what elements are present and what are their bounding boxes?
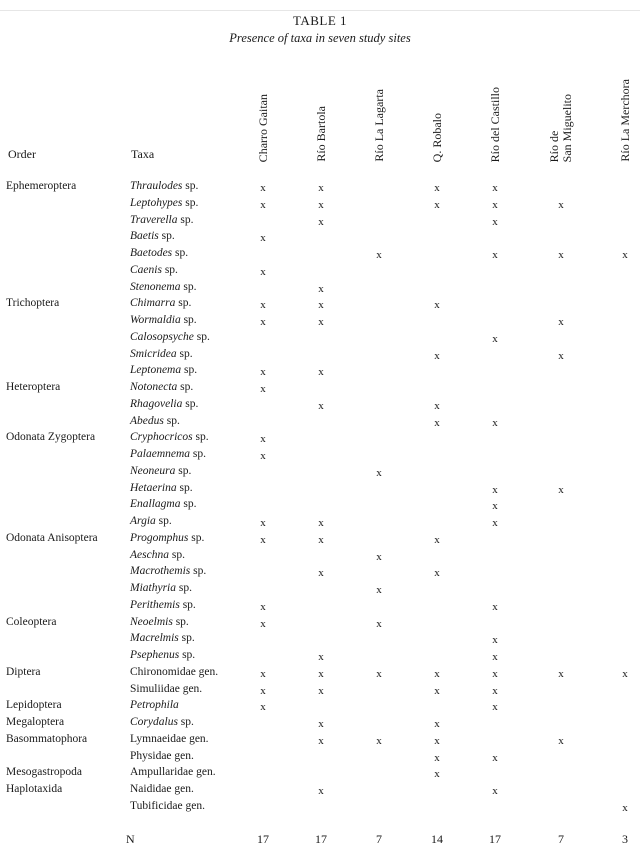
presence-mark: x [434, 299, 440, 312]
taxon-genus: Naididae gen. [130, 783, 194, 795]
taxon-cell [130, 381, 193, 393]
presence-mark: x [260, 600, 266, 613]
taxon-cell [130, 448, 206, 460]
site-header-label: Río La Lagarta [371, 89, 386, 162]
presence-mark: x [492, 416, 498, 429]
presence-mark: x [492, 483, 498, 496]
presence-mark: x [434, 399, 440, 412]
taxon-genus: Neoelmis [130, 615, 173, 628]
taxon-suffix: sp. [161, 263, 178, 276]
presence-mark: x [492, 785, 498, 797]
taxon-genus: Petrophila [130, 699, 179, 712]
presence-mark: x [434, 533, 440, 546]
table-row [0, 498, 640, 515]
table-row [0, 448, 640, 465]
presence-mark: x [558, 349, 564, 362]
taxon-suffix: sp. [176, 582, 192, 594]
total-count: 3 [622, 832, 628, 846]
taxon-suffix: sp. [182, 180, 199, 192]
taxon-suffix: sp. [177, 213, 194, 226]
presence-mark: x [434, 349, 440, 362]
presence-mark: x [434, 684, 440, 697]
taxon-genus: Baetodes [130, 247, 173, 259]
order-cell: Heteroptera [6, 381, 61, 393]
table-row [0, 348, 640, 365]
table-row [0, 750, 640, 767]
table-title: TABLE 1 [292, 13, 348, 28]
taxon-genus: Chimarra [130, 297, 176, 310]
table-row [0, 381, 640, 398]
presence-mark: x [318, 651, 324, 663]
taxon-genus: Psephenus [130, 649, 180, 661]
presence-mark: x [492, 500, 498, 513]
order-cell: Basommatophora [6, 732, 88, 745]
taxon-genus: Neoneura [130, 464, 176, 477]
presence-mark: x [318, 718, 324, 730]
table-row [0, 214, 640, 231]
taxon-suffix: sp. [182, 196, 199, 209]
presence-mark: x [260, 701, 266, 714]
table-row [0, 180, 640, 197]
presence-mark: x [260, 265, 266, 278]
taxon-cell [130, 498, 196, 510]
presence-mark: x [558, 249, 564, 261]
presence-mark: x [558, 483, 564, 496]
presence-mark: x [558, 734, 564, 747]
taxon-suffix: sp. [180, 498, 197, 511]
table-row [0, 599, 640, 616]
total-count: 17 [489, 832, 501, 846]
presence-mark: x [260, 366, 266, 379]
table-row [0, 766, 640, 783]
taxon-suffix: sp. [155, 515, 172, 527]
taxon-genus: Caenis [130, 263, 162, 276]
taxon-genus: Wormaldia [130, 314, 181, 326]
presence-mark: x [492, 600, 498, 613]
presence-mark: x [492, 751, 498, 764]
taxon-cell [130, 649, 195, 661]
presence-mark: x [492, 198, 498, 211]
presence-mark: x [376, 466, 382, 479]
taxa-column-header: Taxa [131, 147, 155, 161]
total-count: 7 [376, 832, 382, 846]
taxon-suffix: sp. [172, 615, 189, 628]
taxon-cell [130, 733, 209, 745]
taxon-genus: Hetaerina [130, 481, 177, 494]
table-row [0, 716, 640, 733]
site-header-label: Charro Gaitan [255, 93, 270, 162]
taxon-genus: Leptonema [130, 364, 182, 377]
presence-mark: x [434, 198, 440, 211]
presence-mark: x [260, 533, 266, 546]
table-row [0, 582, 640, 599]
presence-mark: x [492, 684, 498, 697]
taxon-suffix: sp. [163, 414, 180, 427]
site-header-label: Q. Robalo [429, 112, 444, 162]
order-cell: Diptera [6, 665, 41, 678]
presence-mark: x [376, 550, 382, 563]
presence-mark: x [622, 667, 628, 680]
taxon-cell [130, 398, 198, 410]
table-row [0, 733, 640, 750]
presence-mark: x [260, 383, 266, 395]
taxon-cell [130, 683, 202, 695]
taxon-genus: Smicridea [130, 347, 177, 360]
site-header-label: Río Bartola [313, 106, 328, 162]
taxon-cell [130, 247, 188, 259]
presence-mark: x [318, 282, 324, 295]
table-row [0, 281, 640, 298]
taxon-cell [130, 364, 197, 376]
presence-mark: x [318, 785, 324, 797]
site-header [369, 52, 389, 162]
taxon-genus: Stenonema [130, 280, 181, 293]
top-rule [0, 10, 640, 11]
table-row [0, 415, 640, 432]
taxon-genus: Ampullaridae gen. [130, 766, 216, 779]
taxon-cell [130, 599, 196, 611]
taxon-suffix: sp. [172, 247, 189, 259]
table-row [0, 364, 640, 381]
table-row [0, 197, 640, 214]
taxon-cell [130, 565, 206, 577]
order-cell: Megaloptera [6, 716, 65, 728]
taxon-cell [130, 230, 175, 242]
presence-mark: x [318, 517, 324, 529]
presence-mark: x [622, 801, 628, 814]
taxon-suffix: sp. [182, 397, 199, 410]
site-header-label: Río La Merchora [617, 79, 632, 162]
taxon-cell [130, 532, 204, 544]
taxon-genus: Simuliidae gen. [130, 682, 203, 695]
presence-mark: x [318, 182, 324, 194]
presence-mark: x [558, 198, 564, 211]
presence-mark: x [260, 450, 266, 462]
table-row [0, 666, 640, 683]
taxon-cell [130, 582, 192, 594]
presence-mark: x [376, 734, 382, 747]
taxon-suffix: sp. [190, 565, 207, 578]
presence-mark: x [376, 667, 382, 680]
presence-mark: x [318, 734, 324, 747]
taxon-genus: Macrelmis [130, 632, 179, 645]
taxon-suffix: sp. [175, 464, 192, 477]
table-row [0, 331, 640, 348]
presence-mark: x [492, 651, 498, 663]
taxon-genus: Baetis [130, 230, 159, 243]
taxon-cell [130, 264, 178, 276]
taxon-genus: Argia [130, 515, 156, 527]
table-row [0, 482, 640, 499]
order-cell: Trichoptera [6, 297, 60, 310]
presence-mark: x [318, 316, 324, 328]
table-row [0, 398, 640, 415]
presence-mark: x [318, 215, 324, 228]
taxon-cell [130, 348, 193, 360]
taxon-genus: Miathyria [130, 582, 176, 594]
taxon-suffix: sp. [180, 314, 197, 326]
presence-mark: x [260, 232, 266, 245]
totals-label: N [126, 832, 135, 846]
presence-mark: x [260, 684, 266, 697]
taxon-genus: Notonecta [130, 381, 178, 393]
presence-mark: x [376, 249, 382, 261]
presence-mark: x [318, 533, 324, 546]
order-cell: Odonata Zygoptera [6, 431, 96, 444]
table-row [0, 632, 640, 649]
table-row [0, 532, 640, 549]
presence-mark: x [492, 634, 498, 647]
taxon-suffix: sp. [192, 431, 209, 444]
taxon-genus: Perithemis [130, 598, 180, 611]
presence-mark: x [260, 667, 266, 680]
presence-mark: x [492, 701, 498, 714]
taxon-genus: Lymnaeidae gen. [130, 732, 209, 745]
order-cell: Mesogastropoda [6, 766, 83, 779]
taxon-suffix: sp. [175, 297, 192, 310]
presence-mark: x [492, 332, 498, 345]
table-row [0, 264, 640, 281]
presence-mark: x [434, 182, 440, 194]
site-header-label: Río de San Miguelito [547, 93, 574, 162]
taxon-genus: Chironomidae gen. [130, 665, 219, 678]
order-column-header: Order [8, 147, 36, 161]
taxon-suffix: sp. [177, 381, 194, 393]
table-row [0, 565, 640, 582]
taxon-genus: Cryphocricos [130, 431, 193, 444]
presence-mark: x [318, 299, 324, 312]
presence-mark: x [434, 567, 440, 580]
taxon-suffix: sp. [190, 448, 207, 460]
site-header [253, 52, 273, 162]
taxon-cell [130, 297, 191, 309]
taxon-cell [130, 783, 194, 795]
presence-mark: x [434, 667, 440, 680]
taxon-genus: Thraulodes [130, 180, 183, 192]
presence-mark: x [558, 316, 564, 328]
taxon-suffix: sp. [179, 649, 196, 661]
order-cell: Odonata Anisoptera [6, 531, 98, 544]
taxon-cell [130, 281, 196, 293]
presence-mark: x [260, 517, 266, 529]
presence-mark: x [434, 768, 440, 781]
taxon-suffix: sp. [158, 230, 175, 243]
presence-mark: x [434, 416, 440, 429]
taxon-genus: Leptohypes [130, 196, 183, 209]
presence-mark: x [260, 198, 266, 211]
taxon-cell [130, 666, 218, 678]
presence-mark: x [318, 366, 324, 379]
table-row [0, 783, 640, 800]
taxon-cell [130, 515, 172, 527]
table-row [0, 549, 640, 566]
site-header [311, 52, 331, 162]
presence-mark: x [318, 399, 324, 412]
presence-mark: x [622, 249, 628, 261]
presence-mark: x [260, 433, 266, 446]
taxon-genus: Progomphus [130, 531, 189, 544]
taxon-suffix: sp. [178, 632, 195, 645]
taxon-suffix: sp. [176, 481, 193, 494]
presence-mark: x [492, 517, 498, 529]
table-row [0, 699, 640, 716]
presence-mark: x [260, 316, 266, 328]
taxon-cell [130, 616, 189, 628]
presence-mark: x [318, 198, 324, 211]
presence-mark: x [558, 667, 564, 680]
taxon-genus: Abedus [130, 414, 164, 427]
table-row [0, 465, 640, 482]
taxon-genus: Tubificidae gen. [130, 799, 205, 812]
presence-mark: x [434, 751, 440, 764]
presence-mark: x [318, 567, 324, 580]
order-cell: Ephemeroptera [6, 180, 77, 192]
table-row [0, 515, 640, 532]
taxon-cell [130, 800, 205, 812]
site-header-label: Río del Castillo [487, 86, 502, 162]
taxon-suffix: sp. [176, 347, 193, 360]
taxon-cell [130, 197, 198, 209]
taxon-genus: Enallagma [130, 498, 181, 511]
table-subtitle: Presence of taxa in seven study sites [229, 31, 411, 45]
presence-mark: x [492, 667, 498, 680]
table-row [0, 800, 640, 817]
table-row [0, 649, 640, 666]
table-row [0, 616, 640, 633]
taxon-cell [130, 750, 194, 762]
taxon-cell [130, 431, 209, 443]
presence-mark: x [492, 215, 498, 228]
taxon-suffix: sp. [168, 548, 185, 561]
taxon-cell [130, 766, 216, 778]
site-header [427, 52, 447, 162]
site-header [485, 52, 505, 162]
taxon-cell [130, 415, 180, 427]
site-header [547, 52, 574, 162]
presence-mark: x [376, 617, 382, 630]
presence-mark: x [492, 249, 498, 261]
total-count: 7 [558, 832, 564, 846]
presence-mark: x [318, 684, 324, 697]
taxon-genus: Rhagovelia [130, 397, 183, 410]
presence-mark: x [260, 299, 266, 312]
total-count: 14 [431, 832, 443, 846]
table-row [0, 247, 640, 264]
taxon-cell [130, 180, 198, 192]
table-row [0, 297, 640, 314]
total-count: 17 [257, 832, 269, 846]
taxon-genus: Physidae gen. [130, 749, 194, 762]
taxon-suffix: sp. [179, 598, 196, 611]
order-cell: Lepidoptera [6, 699, 62, 712]
table-row [0, 314, 640, 331]
taxon-suffix: sp. [177, 716, 194, 728]
taxon-genus: Macrothemis [130, 565, 191, 578]
taxon-genus: Aeschna [130, 548, 169, 561]
order-cell: Coleoptera [6, 615, 57, 628]
taxon-suffix: sp. [193, 330, 210, 343]
taxon-cell [130, 699, 179, 711]
taxon-cell [130, 331, 210, 343]
taxon-cell [130, 482, 193, 494]
taxon-genus: Corydalus [130, 716, 178, 728]
taxon-genus: Calosopsyche [130, 330, 194, 343]
taxon-genus: Palaemnema [130, 448, 191, 460]
site-header [615, 52, 635, 162]
taxon-cell [130, 214, 193, 226]
table-row [0, 230, 640, 247]
taxon-cell [130, 314, 197, 326]
presence-mark: x [434, 734, 440, 747]
taxon-suffix: sp. [180, 280, 197, 293]
taxon-cell [130, 465, 191, 477]
table-row [0, 431, 640, 448]
taxon-suffix: sp. [188, 531, 205, 544]
presence-mark: x [376, 584, 382, 596]
total-count: 17 [315, 832, 327, 846]
taxon-cell [130, 632, 195, 644]
presence-mark: x [260, 182, 266, 194]
taxon-cell [130, 549, 185, 561]
taxon-cell [130, 716, 194, 728]
presence-mark: x [318, 667, 324, 680]
taxon-genus: Traverella [130, 213, 178, 226]
presence-mark: x [434, 718, 440, 730]
presence-mark: x [492, 182, 498, 194]
presence-mark: x [260, 617, 266, 630]
taxon-suffix: sp. [181, 364, 198, 377]
order-cell: Haplotaxida [6, 783, 63, 795]
table-row [0, 683, 640, 700]
